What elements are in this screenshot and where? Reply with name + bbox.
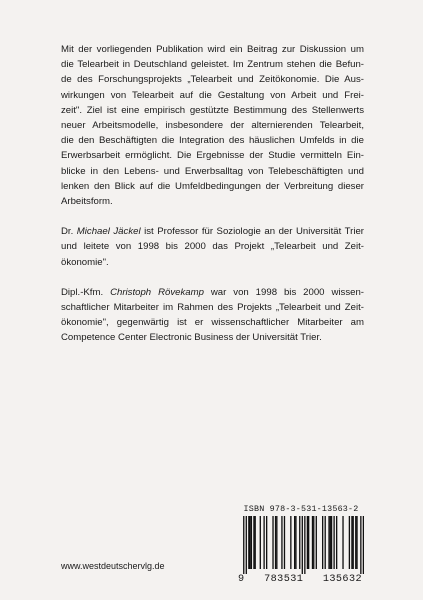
barcode-bar xyxy=(351,516,352,569)
author-bio-text: war von 1998 bis 2000 wissen- xyxy=(210,286,364,298)
barcode-bar xyxy=(272,516,273,569)
author-bio-text: ist Professor für Soziologie an der Universität Trier xyxy=(144,226,364,238)
barcode-bar xyxy=(307,516,308,569)
barcode-bar xyxy=(290,516,291,569)
barcode-bar xyxy=(331,516,332,569)
author-bio-line xyxy=(61,224,364,239)
blurb-paragraph xyxy=(61,42,364,209)
isbn-barcode-block xyxy=(238,504,364,585)
barcode-bar xyxy=(263,516,264,569)
blurb-line: Mit der vorliegenden Publikation wird ein Beitrag zur Diskussion um xyxy=(61,44,364,55)
barcode-bar xyxy=(294,516,295,569)
blurb-line: de des Forschungsprojekts „Telearbeit und Zeitökonomie. Die Aus- xyxy=(61,74,364,86)
barcode-bar xyxy=(251,516,252,569)
barcode-bar xyxy=(312,516,313,569)
blurb-line: Arbeitsform. xyxy=(61,196,113,208)
barcode-bar xyxy=(353,516,354,569)
barcode-bar xyxy=(249,516,250,569)
barcode-bar xyxy=(328,516,329,569)
barcode-bar xyxy=(275,516,276,569)
author-bio-line: ökonomie", gegenwärtig ist er wissenschaftlicher Mitarbeiter am xyxy=(61,317,364,329)
barcode-bar xyxy=(276,516,277,569)
author-bio-roevekamp xyxy=(61,285,364,346)
barcode-bar xyxy=(325,516,326,569)
barcode-bar xyxy=(349,516,350,569)
barcode-bar xyxy=(355,516,356,569)
barcode-bar xyxy=(248,516,249,569)
author-bio-line: Competence Center Electronic Business der Universität Trier. xyxy=(61,332,322,344)
author-bio-line: ökonomie". xyxy=(61,256,109,268)
barcode-bar xyxy=(333,516,334,569)
barcode-bar xyxy=(284,516,285,569)
barcode-bar xyxy=(302,516,303,574)
barcode-bar xyxy=(299,516,300,569)
barcode-bar xyxy=(295,516,296,569)
barcode-digit-left: 783531 xyxy=(264,574,304,585)
barcode-bar xyxy=(342,516,343,569)
barcode-digit-right: 135632 xyxy=(322,574,362,585)
barcode-bar xyxy=(363,516,364,574)
barcode-bar xyxy=(281,516,282,569)
barcode-image xyxy=(238,516,364,574)
blurb-line: neuer Arbeitsmodelle, insbesondere der alternierenden Telearbeit, xyxy=(61,120,364,132)
barcode-bar xyxy=(330,516,331,569)
barcode-bar xyxy=(308,516,309,569)
blurb-line: blicke in den Lebens- und Erwerbsalltag von Telebeschäftigten und xyxy=(61,165,364,177)
barcode-bar xyxy=(260,516,261,569)
author-bio-line: schaftlicher Mitarbeiter im Rahmen des Projekts „Telearbeit und Zeit- xyxy=(61,302,364,314)
barcode-digits xyxy=(238,574,364,585)
barcode-digit-prefix: 9 xyxy=(238,574,245,585)
author-title: Dr. xyxy=(61,226,74,238)
author-bio-line: und leitete von 1998 bis 2000 das Projekt „Telearbeit und Zeit- xyxy=(61,241,364,253)
barcode-bar xyxy=(246,516,247,574)
barcode-bar xyxy=(255,516,256,569)
barcode-bar xyxy=(266,516,267,569)
isbn-label: ISBN 978-3-531-13563-2 xyxy=(243,504,359,514)
blurb-line: die Telearbeit in Deutschland geleistet. Im Zentrum stehen die Befun- xyxy=(61,59,364,71)
blurb-line: die den Beschäftigten die Integration des häuslichen Umfelds in die xyxy=(61,135,364,147)
back-cover-text xyxy=(61,42,364,346)
blurb-line: lenken den Blick auf die Umfeldbedingungen der Verbreitung dieser xyxy=(61,180,364,192)
barcode-bar xyxy=(360,516,361,574)
blurb-line: wirkungen von Telearbeit auf die Gestaltung von Arbeit und Frei- xyxy=(61,89,364,101)
barcode-bar xyxy=(304,516,305,574)
author-title: Dipl.-Kfm. xyxy=(61,286,104,298)
publisher-website: www.westdeutschervlg.de xyxy=(61,561,165,571)
author-bio-jaeckel xyxy=(61,224,364,270)
barcode-bar xyxy=(356,516,357,569)
barcode-bar xyxy=(336,516,337,569)
barcode-bar xyxy=(322,516,323,569)
blurb-line: zeit". Ziel ist eine empirisch gestützte Bestimmung des Stellenwerts xyxy=(61,104,364,116)
author-name: Christoph Rövekamp xyxy=(110,286,204,298)
author-name: Michael Jäckel xyxy=(76,226,141,238)
barcode-bar xyxy=(253,516,254,569)
blurb-line: Erwerbsarbeit ermöglicht. Die Ergebnisse der Studie vermitteln Ein- xyxy=(61,150,364,162)
barcode-bar xyxy=(243,516,244,574)
barcode-bar xyxy=(313,516,314,569)
author-bio-line xyxy=(61,285,364,300)
barcode-bar xyxy=(316,516,317,569)
